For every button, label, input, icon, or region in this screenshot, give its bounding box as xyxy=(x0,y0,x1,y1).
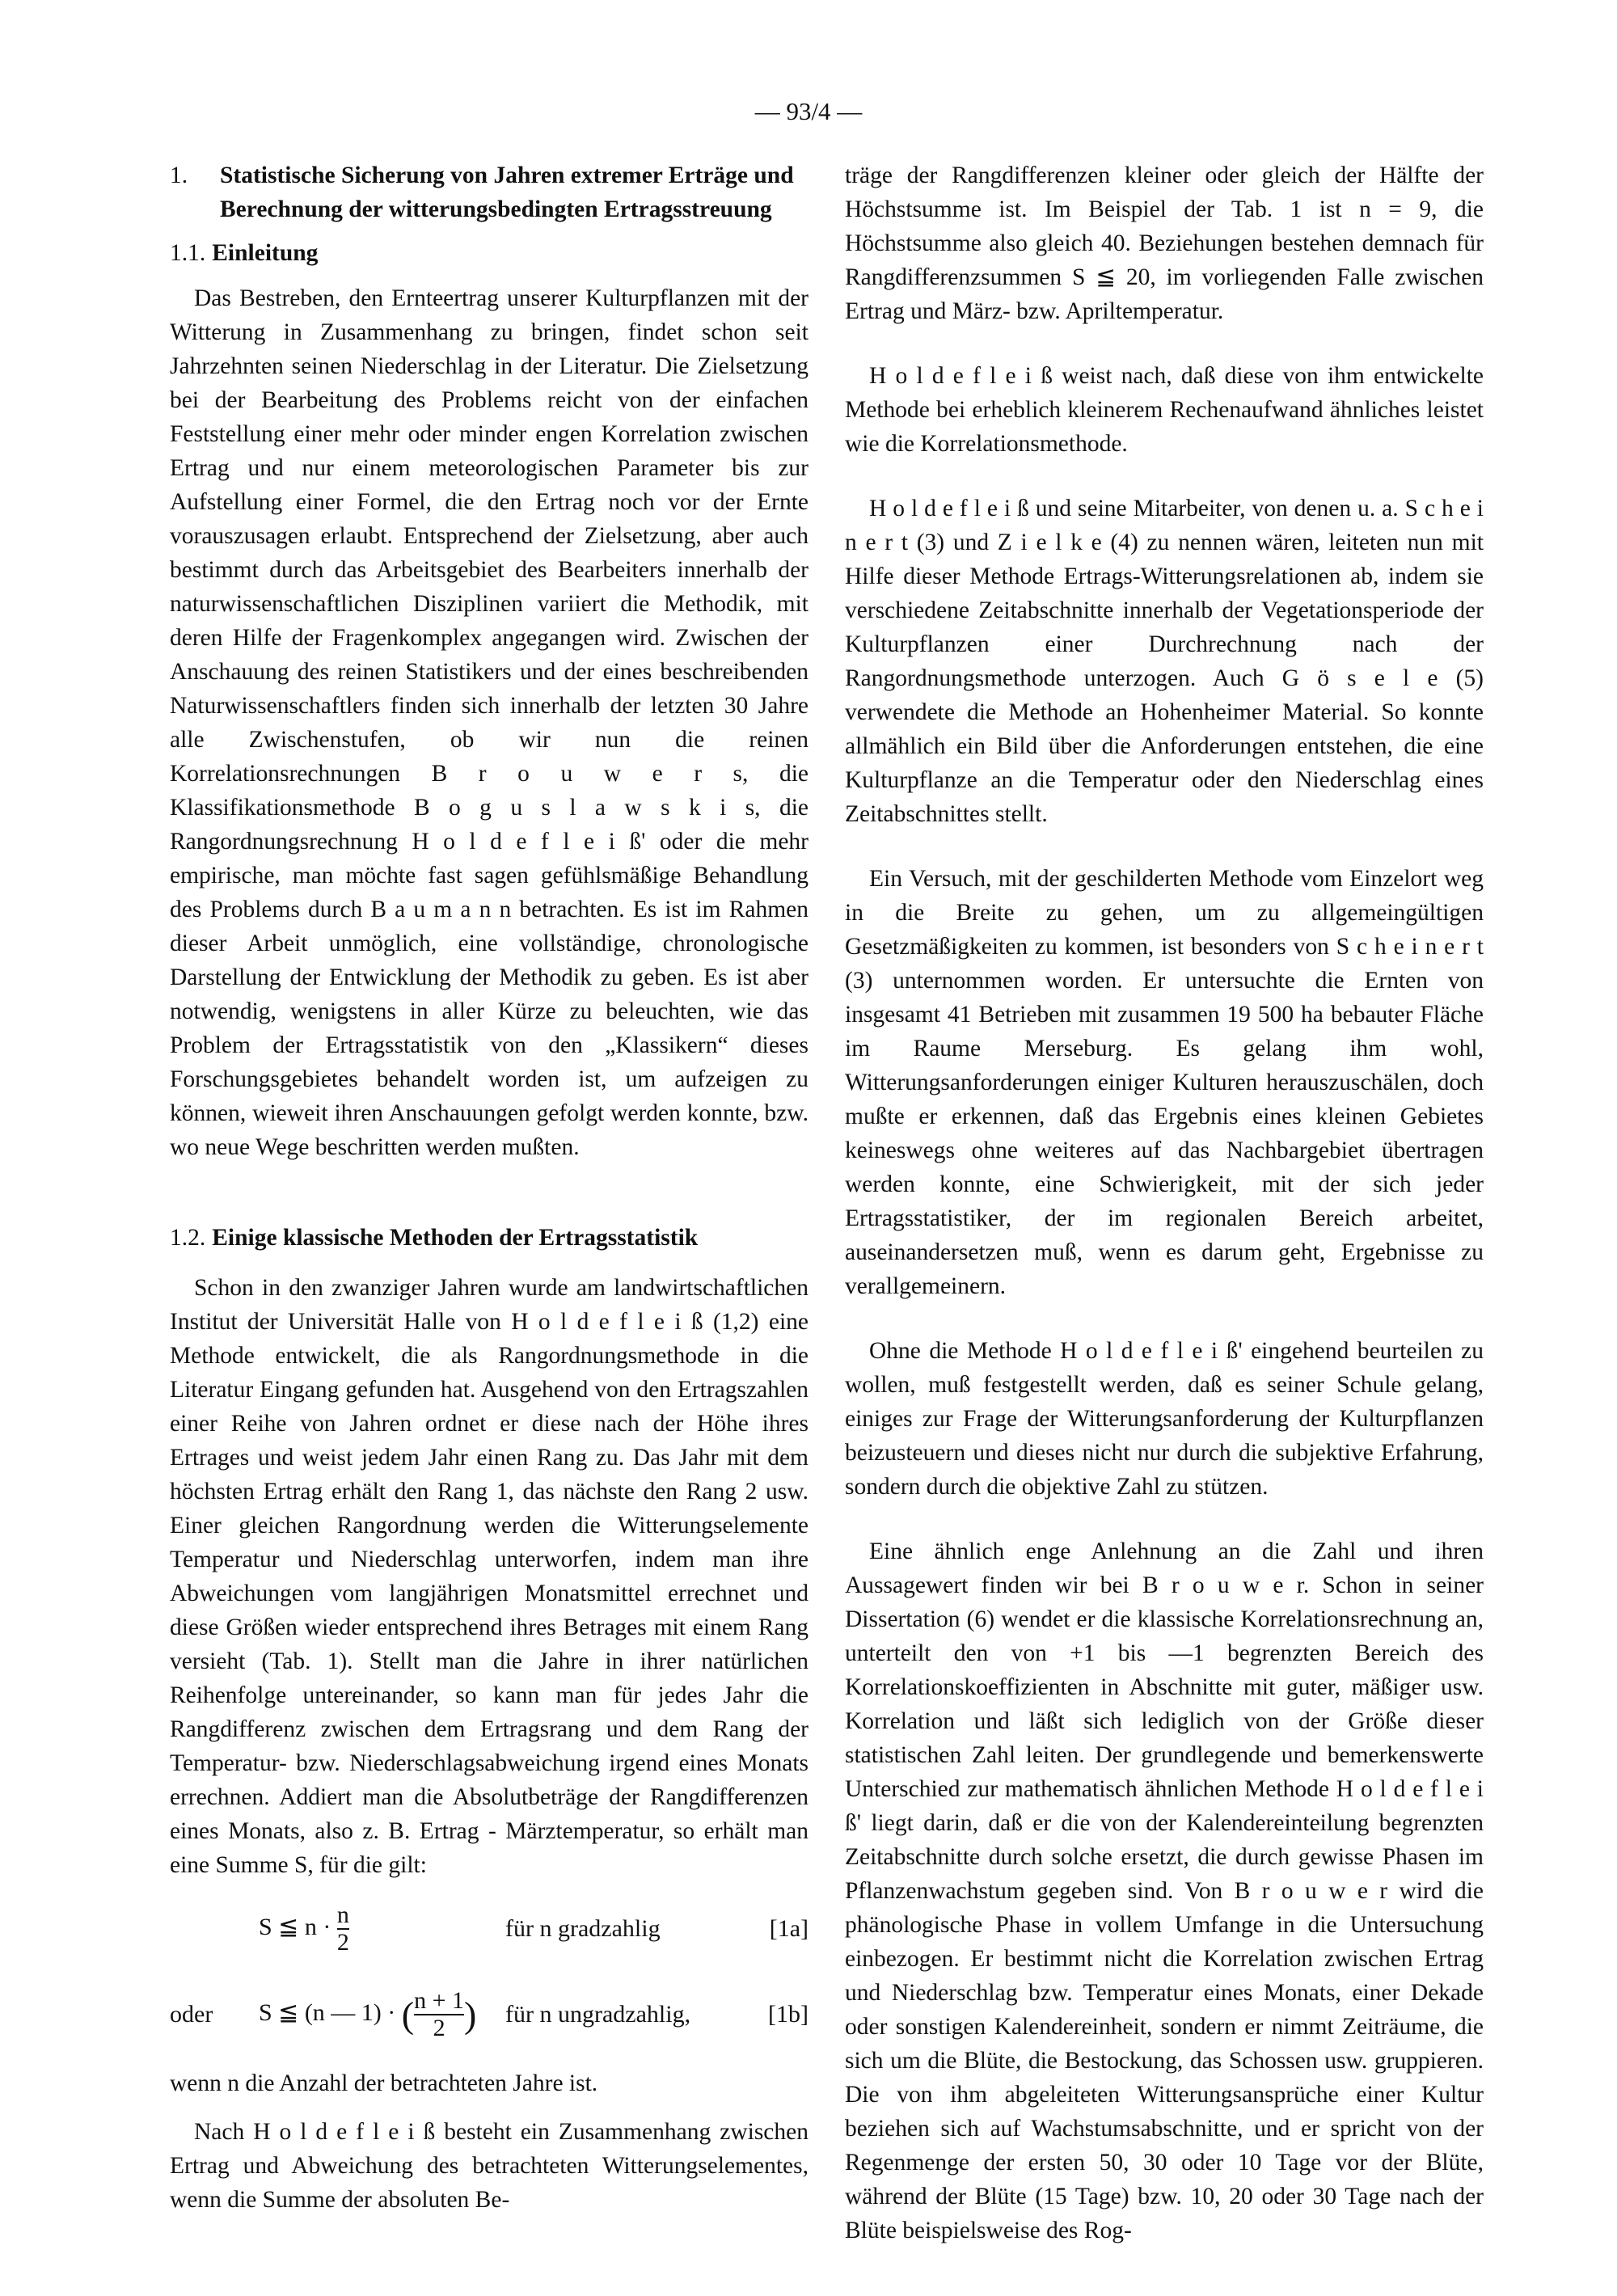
formula-prefix: oder xyxy=(170,2001,213,2028)
section-number: 1.2. xyxy=(170,1225,206,1251)
formula-1a xyxy=(170,1897,808,1961)
fraction xyxy=(414,1988,464,2041)
paragraph-holdefleiss-method: Schon in den zwanziger Jahren wurde am landwirtschaftlichen Institut der Universität Halle von H o l d e f l e i ß (1,2) eine Methode entwickelt, die als Rangordnungsmethode in die Literatur Eingang gefunden hat. Ausgehend von den Ertragszahlen einer Reihe von Jahren ordnet er diese nach der Höhe ihres Ertrages und weist jedem Jahr einen Rang zu. Das Jahr mit dem höchsten Ertrag erhält den Rang 1, das nächste den Rang 2 usw. Einer gleichen Rangordnung werden die Witterungselemente Temperatur und Niederschlag unterworfen, indem man ihre Abweichungen vom langjährigen Monatsmittel errechnet und diese Größen wieder entsprechend ihres Betrages mit einem Rang versieht (Tab. 1). Stellt man die Jahre in ihrer natürlichen Reihenfolge untereinander, so kann man für jedes Jahr die Rangdifferenz zwischen dem Ertragsrang und dem Rang der Temperatur- bzw. Niederschlagsabweichung irgend eines Monats errechnen. Addiert man die Absolutbeträge der Rangdifferenzen eines Monats, also z. B. Ertrag - Märztemperatur, so erhält man eine Summe S, für die gilt: xyxy=(170,1275,808,1878)
paragraph-wenn: wenn n die Anzahl der betrachteten Jahre ist. xyxy=(170,2070,598,2096)
paragraph-continuation: träge der Rangdifferenzen kleiner oder gleich der Hälfte der Höchstsumme ist. Im Beispiel der Tab. 1 ist n = 9, die Höchstsumme also gleich 40. Beziehungen bestehen demnach für Rangdifferenzsummen S ≦ 20, im vorliegenden Falle zwischen Ertrag und März- bzw. Apriltemperatur. xyxy=(845,162,1484,324)
section-title: Einleitung xyxy=(212,240,319,266)
formula-lhs: S ≦ (n — 1) · xyxy=(259,1998,396,2026)
formula-condition: für n gradzahlig xyxy=(505,1915,661,1942)
denominator: 2 xyxy=(433,2015,445,2041)
page-number: — 93/4 — xyxy=(754,97,863,125)
paragraph-versuch: Ein Versuch, mit der geschilderten Methode vom Einzelort weg in die Breite zu gehen, um zu allgemeingültigen Gesetzmäßigkeiten zu kommen, ist besonders von S c h e i n e r t (3) unternommen worden. Er untersuchte die Ernten von insgesamt 41 Betrieben mit zusammen 19 500 ha bebauter Fläche im Raume Merseburg. Es gelang ihm wohl, Witterungsanforderungen einiger Kulturen herauszuschälen, doch mußte er erkennen, daß das Ergebnis eines kleinen Gebietes keineswegs ohne weiteres auf das Nachbargebiet übertragen werden konnte, eine Schwierigkeit, mit der sich jeder Ertragsstatistiker, der im regionalen Bereich arbeitet, auseinandersetzen muß, wenn es darum geht, Ergebnisse zu verallgemeinern. xyxy=(845,866,1484,1299)
paragraph-nach-holdefleiss: Nach H o l d e f l e i ß besteht ein Zusammenhang zwischen Ertrag und Abweichung des betrachteten Witterungselementes, wenn die Summe der absoluten Be- xyxy=(170,2119,808,2213)
numerator: n xyxy=(336,1901,349,1928)
denominator: 2 xyxy=(336,1929,349,1956)
section-heading-1-2 xyxy=(170,1221,808,1255)
paragraph-ohne-die-methode: Ohne die Methode H o l d e f l e i ß' eingehend beurteilen zu wollen, muß festgestellt werden, daß es seiner Schule gelang, einiges zur Frage der Witterungsanforderung der Kulturpflanzen beizusteuern und dieses nicht nur durch die subjektive Erfahrung, sondern durch die objektive Zahl zu stützen. xyxy=(845,1338,1484,1500)
fraction xyxy=(337,1902,349,1956)
paragraph-mitarbeiter: H o l d e f l e i ß und seine Mitarbeiter, von denen u. a. S c h e i n e r t (3) und Z i e l k e (4) zu nennen wären, leiteten nun mit Hilfe dieser Methode Ertrags-Witterungsrelationen ab, indem sie verschiedene Zeitabschnitte innerhalb der Vegetationsperiode der Kulturpflanzen einer Durchrechnung nach der Rangordnungsmethode unterzogen. Auch G ö s e l e (5) verwendete die Methode an Hohenheimer Material. So konnte allmählich ein Bild über die Anforderungen entstehen, die eine Kulturpflanze an die Temperatur oder den Niederschlag eines Zeitabschnittes stellt. xyxy=(845,496,1484,827)
section-heading-1 xyxy=(170,158,808,226)
right-column xyxy=(845,158,1484,2247)
section-title: Statistische Sicherung von Jahren extremer Erträge und Berechnung der witterungsbedingten Ertragsstreuung xyxy=(220,162,794,222)
formula-lhs: S ≦ n · xyxy=(259,1913,331,1940)
section-number: 1.1. xyxy=(170,240,206,266)
numerator: n + 1 xyxy=(414,1987,465,2014)
formula-condition: für n ungradzahlig, xyxy=(505,2001,691,2028)
paragraph-intro: Das Bestreben, den Ernteertrag unserer Kulturpflanzen mit der Witterung in Zusammenhang zu bringen, findet schon seit Jahrzehnten seinen Niederschlag in der Literatur. Die Zielsetzung bei der Bearbeitung des Problems reicht von der einfachen Feststellung einer mehr oder minder engen Korrelation zwischen Ertrag und nur einem meteorologischen Parameter bis zur Aufstellung einer Formel, die den Ertrag noch vor der Ernte vorauszusagen erlaubt. Entsprechend der Zielsetzung, aber auch bestimmt durch das Arbeitsgebiet des Bearbeiters innerhalb der naturwissenschaftlichen Disziplinen variiert die Methodik, mit deren Hilfe der Fragenkomplex angegangen wird. Zwischen der Anschauung des reinen Statistikers und der eines beschreibenden Naturwissenschaftlers finden sich innerhalb der letzten 30 Jahre alle Zwischenstufen, ob wir nun die reinen Korrelationsrechnungen B r o u w e r s, die Klassifikationsmethode B o g u s l a w s k i s, die Rangordnungsrechnung H o l d e f l e i ß' oder die mehr empirische, man möchte fast sagen gefühlsmäßige Behandlung des Problems durch B a u m a n n betrachten. Es ist im Rahmen dieser Arbeit unmöglich, eine vollständige, chronologische Darstellung der Entwicklung der Methodik zu geben. Es ist aber notwendig, wenigstens in aller Kürze zu beleuchten, wie das Problem der Ertragsstatistik von den „Klassikern“ dieses Forschungsgebietes behandelt worden ist, um aufzeigen zu können, wieweit ihren Anschauungen gefolgt werden konnte, bzw. wo neue Wege beschritten werden mußten. xyxy=(170,285,808,1160)
columns xyxy=(0,128,1617,2296)
paragraph-holdefleiss-weist: H o l d e f l e i ß weist nach, daß diese von ihm entwickelte Methode bei erheblich kleinerem Rechenaufwand ähnliches leistet wie die Korrelationsmethode. xyxy=(845,363,1484,457)
formula-1b: oder S ≦ (n — 1) · ( $\frac{n + 1}{2}$ ) für n ungradzahlig, [1b] xyxy=(170,1987,808,2041)
paragraph-brouwer: Eine ähnlich enge Anlehnung an die Zahl und ihren Aussagewert finden wir bei B r o u w e r. Schon in seiner Dissertation (6) wendet er die klassische Korrelationsrechnung an, unterteilt den von +1 bis —1 begrenzten Bereich des Korrelationskoeffizienten in Abschnitte mit guter, mäßiger usw. Korrelation und läßt sich lediglich von der Größe dieser statistischen Zahl leiten. Der grundlegende und bemerkenswerte Unterschied zur mathematisch ähnlichen Methode H o l d e f l e i ß' liegt darin, daß er die von der Kalendereinteilung begrenzten Zeitabschnitte durch solche ersetzt, die durch gewisse Phasen im Pflanzenwachstum gegeben sind. Von B r o u w e r wird die phänologische Phase in vollem Umfange in die Untersuchung einbezogen. Er bestimmt nicht die Korrelation zwischen Ertrag und Niederschlag bzw. Temperatur eines Monats, einer Dekade oder sonstigen Kalendereinheit, sondern er nimmt Zeiträume, die sich um die Blüte, die Bestockung, das Schossen usw. gruppieren. Die von ihm abgeleiteten Witterungsansprüche einer Kultur beziehen sich auf Wachstumsabschnitte, und er spricht von der Regenmenge der ersten 50, 30 oder 10 Tage vor der Blüte, während der Blüte (15 Tage) bzw. 10, 20 oder 30 Tage nach der Blüte beispielsweise des Rog- xyxy=(845,1538,1484,2243)
section-heading-1-1 xyxy=(170,236,808,270)
section-number: 1. xyxy=(170,162,188,188)
left-column xyxy=(170,158,808,2217)
section-title: Einige klassische Methoden der Ertragsstatistik xyxy=(212,1225,699,1251)
formula-tag: [1a] xyxy=(769,1915,808,1942)
formula-tag: [1b] xyxy=(768,2001,808,2028)
